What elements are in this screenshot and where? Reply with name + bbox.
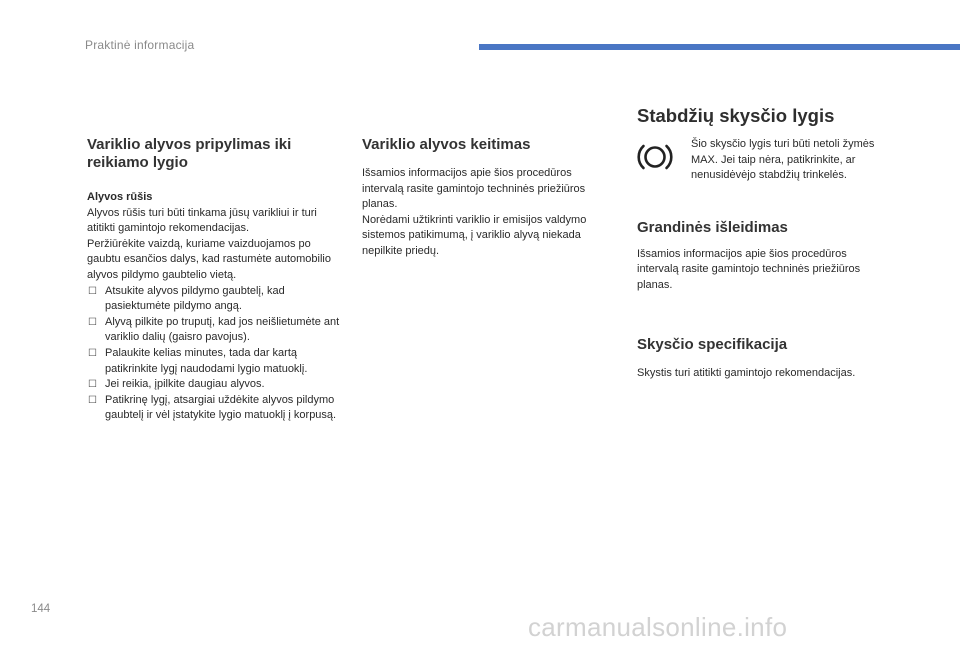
brake-fluid-title: Stabdžių skysčio lygis (637, 105, 835, 126)
drain-title: Grandinės išleidimas (637, 218, 788, 236)
step-text: Atsukite alyvos pildymo gaubtelį, kad pasiektumėte pildymo angą. (105, 284, 285, 313)
oil-topup-title: Variklio alyvos pripylimas iki reikiamo lygio (87, 136, 292, 171)
section-header-bar (479, 44, 960, 50)
watermark: carmanualsonline.info (528, 612, 788, 642)
step-text: Jei reikia, įpilkite daugiau alyvos. (105, 378, 265, 391)
spec-paragraph: Skystis turi atitikti gamintojo rekomendacijas. (637, 366, 856, 379)
oil-change-title: Variklio alyvos keitimas (362, 136, 531, 153)
oil-change-paragraph: Išsamios informacijos apie šios procedūros intervalą rasite gamintojo techninės priežiūros planas. (362, 167, 586, 211)
checkbox-bullet-icon: ☐ (88, 394, 97, 406)
checkbox-bullet-icon: ☐ (88, 316, 97, 328)
oil-location-paragraph: Peržiūrėkite vaizdą, kuriame vaizduojamos po gaubtu esančios dalys, kad rastumėte automobilio alyvos pildymo gaubtelio vietą. (87, 237, 331, 281)
oil-type-paragraph: Alyvos rūšis turi būti tinkama jūsų varikliui ir turi atitikti gamintojo rekomendacijas. (87, 206, 317, 235)
oil-topup-steps (87, 284, 343, 424)
step-text: Palaukite kelias minutes, tada dar kartą patikrinkite lygį naudodami lygio matuoklį. (105, 346, 308, 375)
oil-change-section (362, 136, 612, 260)
list-item (87, 315, 343, 346)
checkbox-bullet-icon: ☐ (88, 285, 97, 297)
oil-additives-paragraph: Norėdami užtikrinti variklio ir emisijos valdymo sistemos patikimumą, į variklio alyvą niekada nepilkite priedų. (362, 213, 587, 257)
section-header-title: Praktinė informacija (85, 38, 195, 52)
list-item (87, 284, 343, 315)
oil-type-subhead: Alyvos rūšis (87, 191, 153, 203)
brake-fluid-info (637, 137, 887, 184)
oil-topup-section (87, 136, 343, 424)
list-item (87, 346, 343, 377)
list-item (87, 377, 343, 393)
spec-title: Skysčio specifikacija (637, 335, 788, 353)
checkbox-bullet-icon: ☐ (88, 379, 97, 391)
checkbox-bullet-icon: ☐ (88, 347, 97, 359)
step-text: Patikrinę lygį, atsargiai uždėkite alyvos pildymo gaubtelį ir vėl įstatykite lygio matuoklį į korpusą. (105, 393, 337, 422)
brake-fluid-section (637, 105, 887, 381)
page-number: 144 (31, 603, 51, 615)
list-item (87, 393, 343, 424)
step-text: Alyvą pilkite po truputį, kad jos neišlietumėte ant variklio dalių (gaisro pavojus). (105, 315, 340, 344)
brake-warning-icon (637, 137, 691, 184)
drain-paragraph: Išsamios informacijos apie šios procedūros intervalą rasite gamintojo techninės priežiūros planas. (637, 247, 861, 291)
brake-fluid-text: Šio skysčio lygis turi būti netoli žymės MAX. Jei taip nėra, patikrinkite, ar nenusidėvėjo stabdžių trinkelės. (691, 138, 875, 182)
